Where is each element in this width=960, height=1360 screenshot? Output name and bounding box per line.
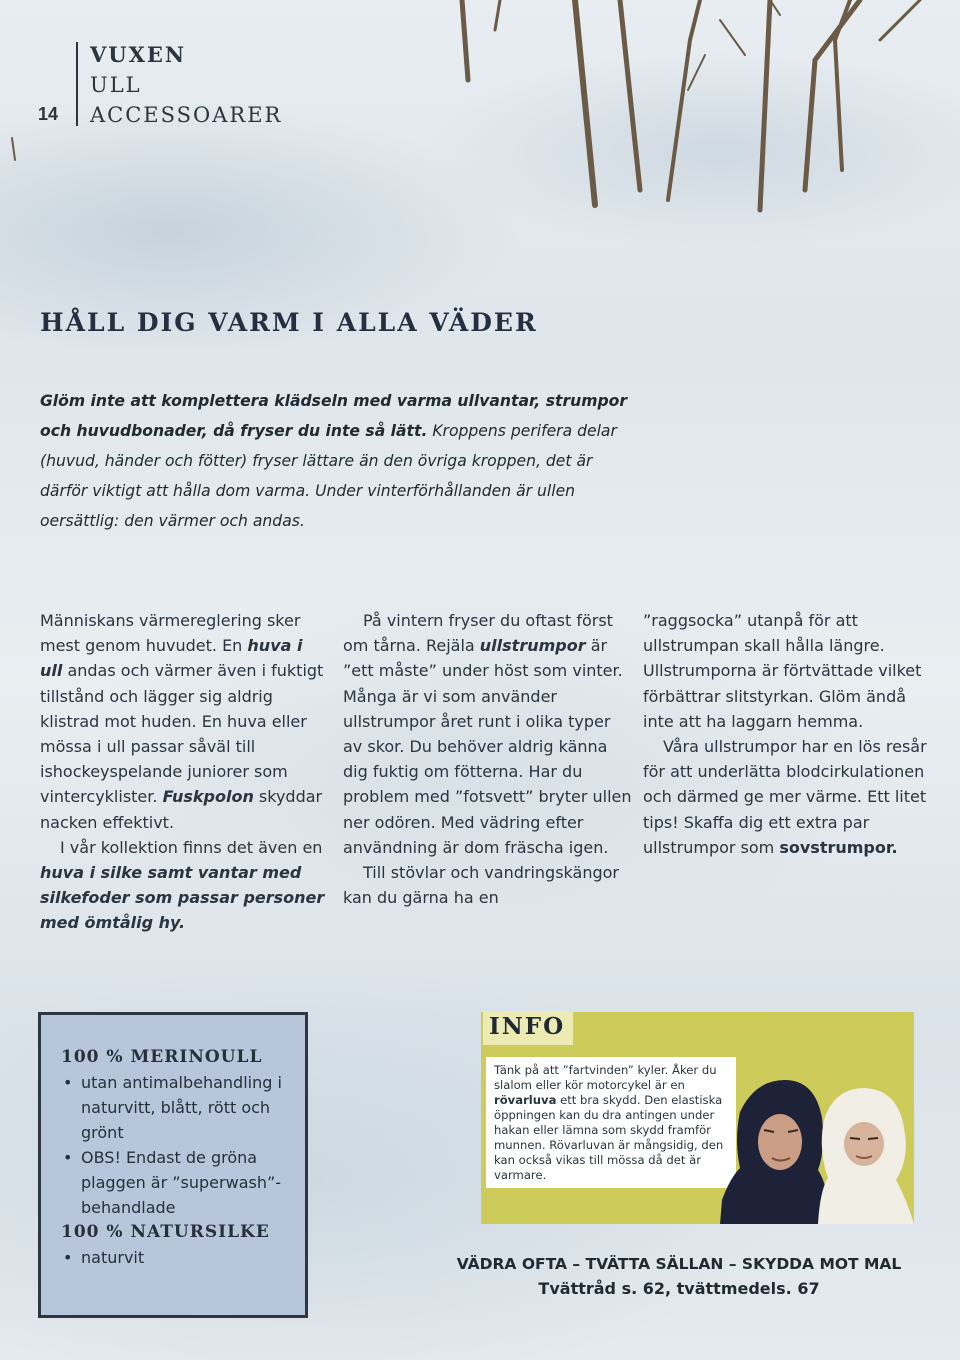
section-line-ull: ULL — [90, 73, 142, 97]
text-run: skyddar nacken effektivt. — [40, 787, 323, 832]
highlight-text: ullstrumpor — [479, 636, 586, 656]
text-run: ett bra skydd. Den elastiska öppningen kan du dra antingen under hakan eller lämna som skydd framför munnen. Rövarluvan är mångsidig, den kan också vikas till mössa då det är varmare. — [494, 1093, 724, 1182]
text-run: Tänk på att ”fartvinden” kyler. Åker du slalom eller kör motorcykel är en — [494, 1063, 717, 1092]
text-run: Våra ullstrumpor har en lös resår för att underlätta blodcirkulationen och därmed ge mer värme. Ett litet tips! Skaffa dig ett extra par ullstrumpor som — [643, 737, 927, 857]
spec-list-natursilke — [61, 1245, 291, 1270]
highlight-text: sovstrumpor. — [779, 837, 898, 857]
spec-list-merinoull — [61, 1070, 291, 1220]
highlight-text: rövarluva — [494, 1093, 557, 1107]
text-column-1 — [40, 608, 330, 936]
section-heading — [90, 40, 282, 130]
section-line-vuxen: VUXEN — [90, 42, 187, 67]
text-run: andas och värmer även i fuktigt tillstånd och lägger sig aldrig klistrad mot huden. En huva eller mössa i ull passar såväl till ishockeyspelande juniorer som vintercyklister. — [40, 661, 324, 807]
paragraph: ”raggsocka” utanpå för att ullstrumpan skall hålla längre. Ullstrumporna är förtvättade vilket förbättrar slitstyrkan. Glöm ändå inte att ha laggarn hemma. — [643, 611, 922, 731]
info-title: INFO — [483, 1011, 573, 1045]
highlight-text: huva i silke samt vantar med silkefoder som passar personer med ömtålig hy. — [40, 863, 325, 933]
spec-heading-natursilke: 100 % NATURSILKE — [61, 1222, 270, 1242]
page-number: 14 — [38, 104, 59, 124]
header-divider — [76, 42, 78, 126]
text-run: Människans värmereglering sker mest genom huvudet. En — [40, 611, 301, 656]
paragraph — [643, 734, 933, 860]
paragraph — [40, 608, 330, 835]
info-text-box — [486, 1057, 736, 1188]
material-spec-box — [38, 1012, 308, 1318]
page-title: HÅLL DIG VARM I ALLA VÄDER — [40, 308, 538, 337]
text-run: är ”ett måste” under höst som vinter. Många är vi som använder ullstrumpor året runt i olika typer av skor. Du behöver aldrig känna dig fuktig om fötterna. Har du problem med ”fotsvett” bryter ullen ner odören. Med vädring efter användning är dom fräscha igen. — [343, 636, 632, 857]
spec-item: • utan antimalbehandling i naturvitt, blått, rött och grönt — [61, 1070, 291, 1145]
text-column-2 — [343, 608, 633, 910]
text-column-3 — [643, 608, 933, 860]
spec-item: • naturvit — [61, 1245, 291, 1270]
intro-paragraph — [40, 386, 630, 536]
paragraph — [343, 608, 633, 860]
intro-lead: Glöm inte att komplettera klädseln med varma ullvantar, strumpor och huvudbonader, då fryser du inte så lätt. — [40, 392, 628, 440]
paragraph: Till stövlar och vandringskängor kan du gärna ha en — [343, 863, 619, 908]
highlight-text: huva i ull — [40, 636, 303, 681]
intro-close: Under vinterförhållanden är ullen oersättlig: den värmer och andas. — [40, 482, 576, 530]
text-run: I vår kollektion finns det även en — [60, 837, 323, 857]
care-slogan: VÄDRA OFTA – TVÄTTA SÄLLAN – SKYDDA MOT MAL — [456, 1255, 902, 1273]
spec-item: • OBS! Endast de gröna plaggen är ”superwash”-behandlade — [61, 1145, 291, 1220]
text-run: På vintern fryser du oftast först om tårna. Rejäla — [343, 611, 613, 656]
intro-body: Kroppens perifera delar (huvud, händer och fötter) fryser lättare än den övriga kroppen, det är därför viktigt att hålla dom varma. — [40, 422, 617, 500]
footer-note — [444, 1252, 914, 1302]
balaclava-photo — [700, 1060, 916, 1224]
care-reference: Tvättråd s. 62, tvättmedels. 67 — [538, 1279, 820, 1298]
section-line-accessoarer: ACCESSOARER — [90, 103, 283, 127]
highlight-text: Fuskpolon — [162, 787, 254, 807]
spec-heading-merinoull: 100 % MERINOULL — [61, 1047, 263, 1067]
paragraph — [40, 835, 330, 936]
